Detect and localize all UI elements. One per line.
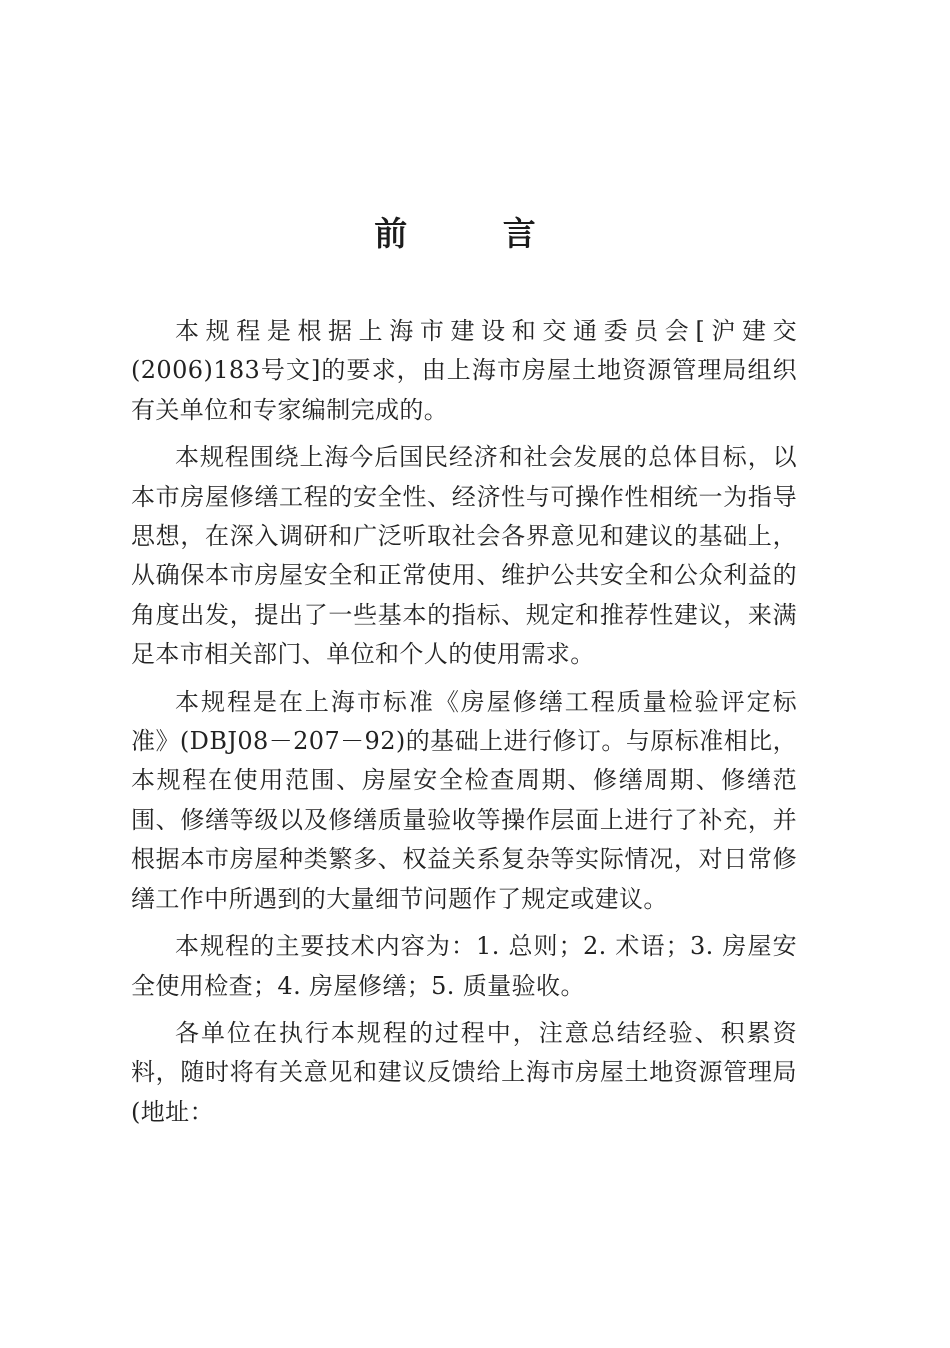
body-text xyxy=(131,312,797,1140)
paragraph-contents: 本规程的主要技术内容为：1. 总则；2. 术语；3. 房屋安全使用检查；4. 房屋修缮；5. 质量验收。 xyxy=(131,932,797,1000)
paragraph-basis: 本规程是根据上海市建设和交通委员会[沪建交(2006)183号文]的要求，由上海市房屋土地资源管理局组织有关单位和专家编制完成的。 xyxy=(131,317,797,424)
paragraph-revision: 本规程是在上海市标准《房屋修缮工程质量检验评定标准》(DBJ08－207－92)的基础上进行修订。与原标准相比，本规程在使用范围、房屋安全检查周期、修缮周期、修缮范围、修缮等级以及修缮质量验收等操作层面上进行了补充，并根据本市房屋种类繁多、权益关系复杂等实际情况，对日常修缮工作中所遇到的大量细节问题作了规定或建议。 xyxy=(131,687,797,913)
paragraph-objectives: 本规程围绕上海今后国民经济和社会发展的总体目标，以本市房屋修缮工程的安全性、经济性与可操作性相统一为指导思想，在深入调研和广泛听取社会各界意见和建议的基础上，从确保本市房屋安全和正常使用、维护公共安全和公众利益的角度出发，提出了一些基本的指标、规定和推荐性建议，来满足本市相关部门、单位和个人的使用需求。 xyxy=(131,443,797,669)
page-title: 前 言 xyxy=(374,214,578,253)
paragraph-feedback: 各单位在执行本规程的过程中，注意总结经验、积累资料，随时将有关意见和建议反馈给上海市房屋土地资源管理局(地址： xyxy=(131,1018,797,1126)
